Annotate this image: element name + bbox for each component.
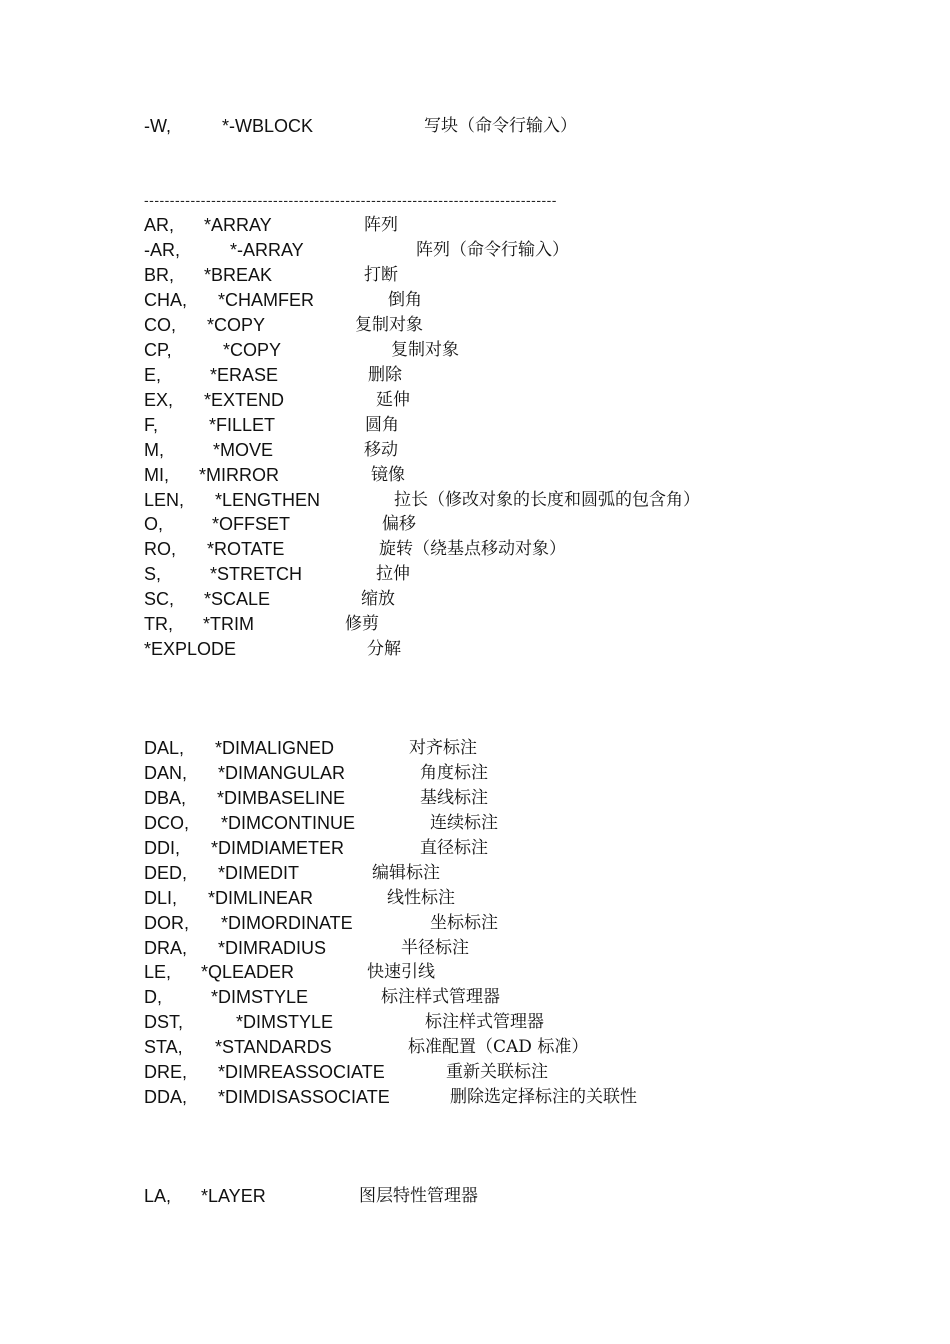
command: *COPY — [207, 315, 266, 335]
command: *STRETCH — [210, 564, 303, 584]
list-item — [0, 537, 950, 561]
list-item — [0, 463, 950, 487]
command: *EXPLODE — [144, 639, 237, 659]
description: 删除 — [368, 365, 402, 385]
list-item — [0, 886, 950, 910]
description: 分解 — [367, 639, 401, 659]
description: 移动 — [364, 440, 398, 460]
description: 修剪 — [345, 614, 379, 634]
command: *BREAK — [204, 265, 273, 285]
abbreviation: LEN, — [144, 490, 185, 510]
description: 快速引线 — [367, 962, 435, 982]
description: 复制对象 — [355, 315, 423, 335]
command: *DIMALIGNED — [215, 738, 335, 758]
description: 图层特性管理器 — [359, 1186, 478, 1206]
list-item — [0, 736, 950, 760]
abbreviation: STA, — [144, 1037, 183, 1057]
list-item — [0, 1010, 950, 1034]
description: 圆角 — [365, 415, 399, 435]
abbreviation: DRE, — [144, 1062, 188, 1082]
command: *DIMEDIT — [218, 863, 299, 883]
description: 偏移 — [382, 514, 416, 534]
abbreviation: F, — [144, 415, 159, 435]
list-item — [0, 263, 950, 287]
description: 打断 — [364, 265, 398, 285]
abbreviation: DBA, — [144, 788, 187, 808]
abbreviation: CO, — [144, 315, 177, 335]
abbreviation: DED, — [144, 863, 188, 883]
description: 标注样式管理器 — [425, 1012, 544, 1032]
description: 拉伸 — [376, 564, 410, 584]
list-item — [0, 836, 950, 860]
abbreviation: BR, — [144, 265, 175, 285]
abbreviation: CP, — [144, 340, 172, 360]
command: *ROTATE — [207, 539, 285, 559]
description: 重新关联标注 — [446, 1062, 548, 1082]
description: 线性标注 — [387, 888, 455, 908]
abbreviation: DRA, — [144, 938, 188, 958]
list-item — [0, 363, 950, 387]
command: *DIMANGULAR — [218, 763, 346, 783]
description: 标准配置（CAD 标准） — [408, 1037, 589, 1057]
command: *DIMSTYLE — [211, 987, 309, 1007]
abbreviation: E, — [144, 365, 162, 385]
abbreviation: LA, — [144, 1186, 172, 1206]
list-item — [0, 1035, 950, 1059]
description: 角度标注 — [420, 763, 488, 783]
command: *LENGTHEN — [215, 490, 321, 510]
description: 半径标注 — [401, 938, 469, 958]
command: *DIMBASELINE — [217, 788, 346, 808]
description: 编辑标注 — [372, 863, 440, 883]
description: 复制对象 — [391, 340, 459, 360]
description: 基线标注 — [420, 788, 488, 808]
list-item — [0, 936, 950, 960]
list-item — [0, 985, 950, 1009]
list-item — [0, 1060, 950, 1084]
command: *STANDARDS — [215, 1037, 332, 1057]
abbreviation: AR, — [144, 215, 175, 235]
list-item — [0, 438, 950, 462]
command: *OFFSET — [212, 514, 291, 534]
abbreviation: S, — [144, 564, 162, 584]
list-item — [0, 960, 950, 984]
command: *-WBLOCK — [222, 116, 314, 136]
list-item — [0, 238, 950, 262]
description: 镜像 — [371, 465, 405, 485]
command: *-ARRAY — [230, 240, 304, 260]
list-item — [0, 786, 950, 810]
description: 连续标注 — [430, 813, 498, 833]
list-item — [0, 512, 950, 536]
abbreviation: CHA, — [144, 290, 188, 310]
description: 倒角 — [388, 290, 422, 310]
description: 阵列（命令行输入） — [416, 240, 569, 260]
description: 拉长（修改对象的长度和圆弧的包含角） — [394, 490, 700, 510]
command: *QLEADER — [201, 962, 295, 982]
abbreviation: RO, — [144, 539, 177, 559]
command: *ARRAY — [204, 215, 272, 235]
abbreviation: -W, — [144, 116, 171, 136]
abbreviation: -AR, — [144, 240, 180, 260]
abbreviation: DST, — [144, 1012, 184, 1032]
list-item — [0, 637, 950, 661]
command: *DIMREASSOCIATE — [218, 1062, 385, 1082]
description: 删除选定择标注的关联性 — [450, 1087, 637, 1107]
list-item — [0, 1085, 950, 1109]
command: *COPY — [223, 340, 282, 360]
list-item — [0, 288, 950, 312]
abbreviation: M, — [144, 440, 164, 460]
command: *DIMCONTINUE — [221, 813, 355, 833]
description: 坐标标注 — [430, 913, 498, 933]
list-item — [0, 413, 950, 437]
abbreviation: O, — [144, 514, 164, 534]
command: *DIMORDINATE — [221, 913, 353, 933]
list-item — [0, 811, 950, 835]
command: *DIMDISASSOCIATE — [218, 1087, 390, 1107]
command: *MOVE — [213, 440, 274, 460]
description: 阵列 — [364, 215, 398, 235]
list-item — [0, 213, 950, 237]
abbreviation: DLI, — [144, 888, 178, 908]
command: *DIMRADIUS — [218, 938, 327, 958]
list-item — [0, 761, 950, 785]
command: *FILLET — [209, 415, 276, 435]
list-item — [0, 612, 950, 636]
list-item — [0, 911, 950, 935]
abbreviation: DOR, — [144, 913, 189, 933]
list-item — [0, 488, 950, 512]
list-item — [0, 114, 950, 138]
description: 缩放 — [361, 589, 395, 609]
abbreviation: EX, — [144, 390, 174, 410]
command: *TRIM — [203, 614, 254, 634]
command: *DIMSTYLE — [236, 1012, 334, 1032]
command: *SCALE — [204, 589, 271, 609]
abbreviation: D, — [144, 987, 162, 1007]
abbreviation: SC, — [144, 589, 175, 609]
command: *CHAMFER — [218, 290, 315, 310]
abbreviation: MI, — [144, 465, 169, 485]
abbreviation: DAN, — [144, 763, 188, 783]
description: 写块（命令行输入） — [424, 116, 577, 136]
abbreviation: DCO, — [144, 813, 189, 833]
abbreviation: DDI, — [144, 838, 180, 858]
command: *DIMDIAMETER — [211, 838, 345, 858]
command: *DIMLINEAR — [208, 888, 314, 908]
list-item — [0, 587, 950, 611]
command: *LAYER — [201, 1186, 266, 1206]
abbreviation: TR, — [144, 614, 173, 634]
description: 旋转（绕基点移动对象） — [379, 539, 566, 559]
abbreviation: DDA, — [144, 1087, 188, 1107]
list-item — [0, 388, 950, 412]
command: *ERASE — [210, 365, 279, 385]
list-item — [0, 861, 950, 885]
description: 标注样式管理器 — [381, 987, 500, 1007]
command: *MIRROR — [199, 465, 279, 485]
list-item — [0, 338, 950, 362]
list-item — [0, 562, 950, 586]
command: *EXTEND — [204, 390, 285, 410]
list-item — [0, 313, 950, 337]
description: 直径标注 — [420, 838, 488, 858]
abbreviation: DAL, — [144, 738, 185, 758]
description: 延伸 — [376, 390, 410, 410]
abbreviation: LE, — [144, 962, 172, 982]
description: 对齐标注 — [409, 738, 477, 758]
list-item — [0, 1184, 950, 1208]
separator-line: -------------------------------------------------------------------------------- — [144, 192, 557, 208]
